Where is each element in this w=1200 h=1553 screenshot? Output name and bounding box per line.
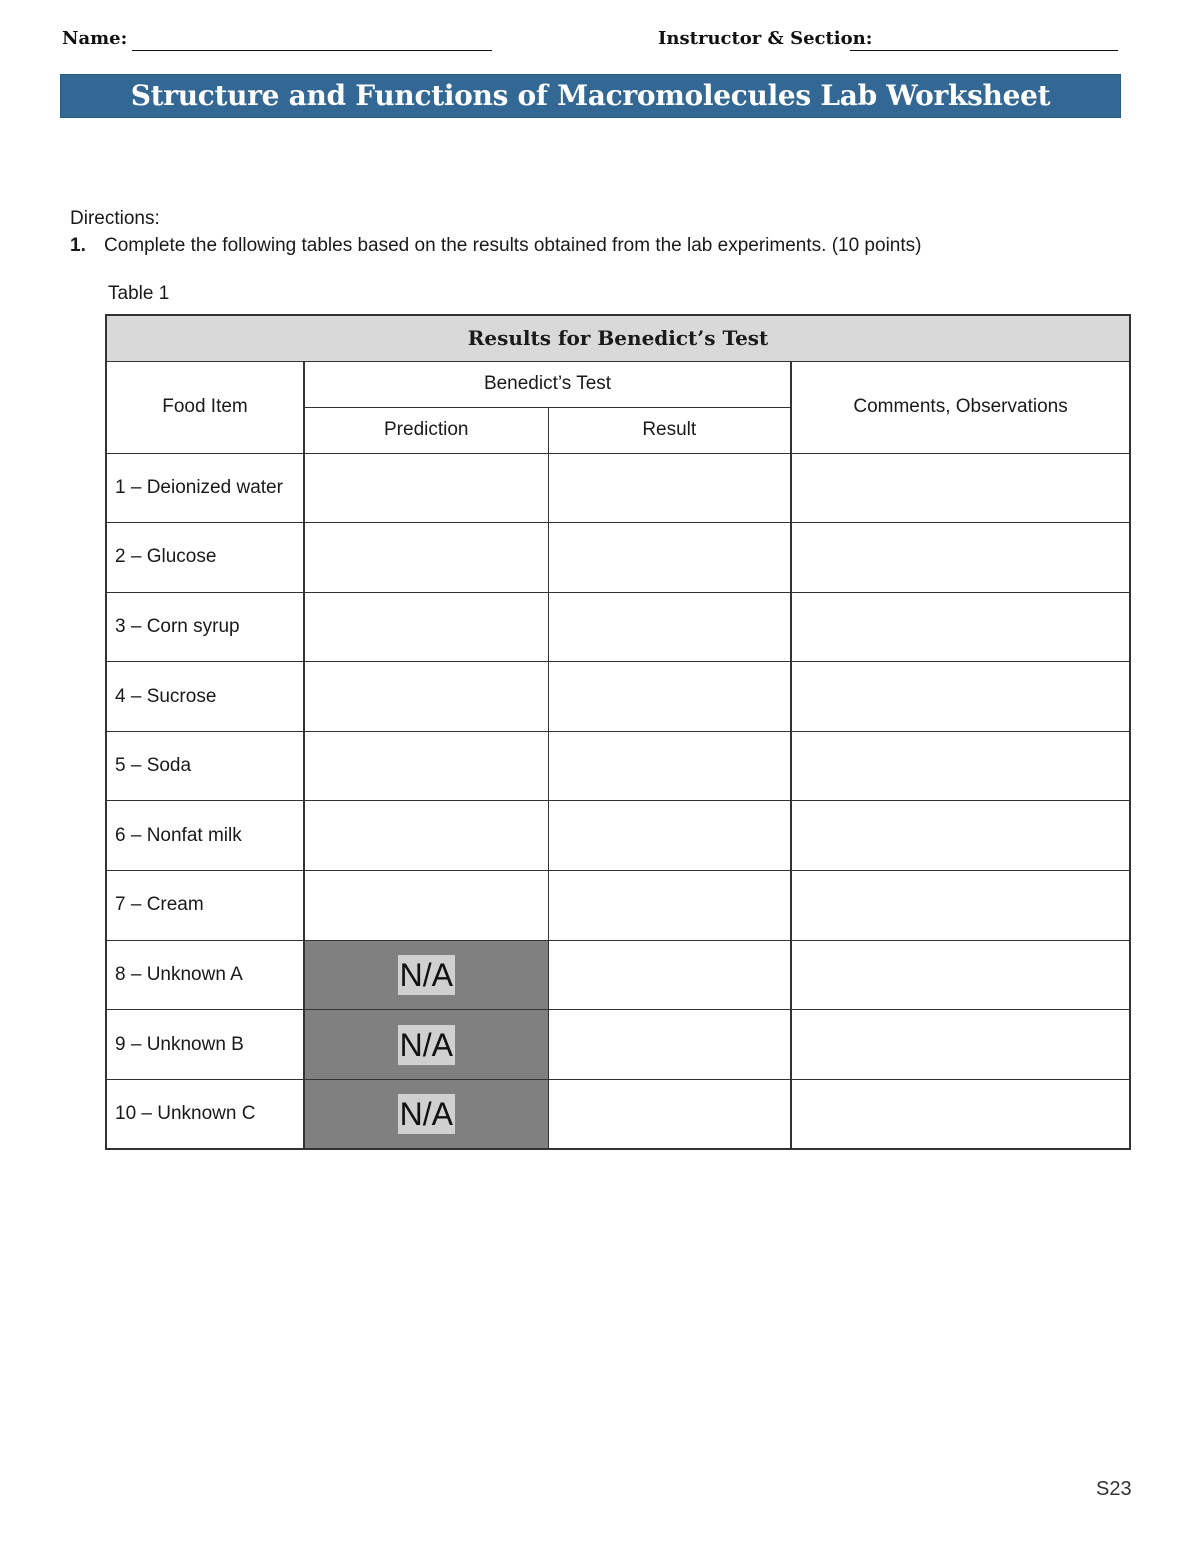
na-label: N/A xyxy=(399,956,453,993)
instructor-section-field xyxy=(658,28,872,49)
result-cell[interactable] xyxy=(548,940,791,1010)
direction-item xyxy=(70,235,921,257)
prediction-cell[interactable] xyxy=(304,871,548,941)
table-row xyxy=(106,1079,1130,1149)
comments-cell[interactable] xyxy=(791,523,1130,593)
result-cell[interactable] xyxy=(548,801,791,871)
prediction-cell[interactable] xyxy=(304,731,548,801)
version-code: S23 xyxy=(1096,1478,1132,1500)
comments-cell[interactable] xyxy=(791,592,1130,662)
na-label: N/A xyxy=(399,1095,453,1132)
result-cell[interactable] xyxy=(548,662,791,732)
header-food-item: Food Item xyxy=(106,361,304,453)
table-caption: Table 1 xyxy=(108,283,170,304)
prediction-cell[interactable] xyxy=(304,662,548,732)
table-title: Results for Benedict’s Test xyxy=(106,315,1130,361)
comments-cell[interactable] xyxy=(791,1010,1130,1080)
worksheet-title-banner: Structure and Functions of Macromolecules Lab Worksheet xyxy=(60,74,1121,118)
table-row xyxy=(106,940,1130,1010)
prediction-cell[interactable] xyxy=(304,453,548,523)
header-result: Result xyxy=(548,407,791,453)
food-item-cell: 1 – Deionized water xyxy=(106,453,304,523)
table-row xyxy=(106,453,1130,523)
food-item-cell: 8 – Unknown A xyxy=(106,940,304,1010)
header-comments: Comments, Observations xyxy=(791,361,1130,453)
direction-number: 1. xyxy=(70,235,86,256)
benedicts-results-table xyxy=(105,314,1131,1150)
comments-cell[interactable] xyxy=(791,871,1130,941)
food-item-cell: 9 – Unknown B xyxy=(106,1010,304,1080)
comments-cell[interactable] xyxy=(791,662,1130,732)
result-cell[interactable] xyxy=(548,1010,791,1080)
header-prediction: Prediction xyxy=(304,407,548,453)
result-cell[interactable] xyxy=(548,592,791,662)
result-cell[interactable] xyxy=(548,731,791,801)
result-cell[interactable] xyxy=(548,523,791,593)
food-item-cell: 5 – Soda xyxy=(106,731,304,801)
directions-label: Directions: xyxy=(70,208,160,229)
result-cell[interactable] xyxy=(548,871,791,941)
comments-cell[interactable] xyxy=(791,940,1130,1010)
prediction-cell[interactable] xyxy=(304,592,548,662)
food-item-cell: 10 – Unknown C xyxy=(106,1079,304,1149)
direction-text: Complete the following tables based on the results obtained from the lab experiments. (10 points) xyxy=(104,235,922,256)
name-field xyxy=(62,28,127,49)
comments-cell[interactable] xyxy=(791,453,1130,523)
prediction-cell[interactable] xyxy=(304,523,548,593)
table-row xyxy=(106,523,1130,593)
comments-cell[interactable] xyxy=(791,801,1130,871)
name-blank-line[interactable] xyxy=(132,50,492,51)
food-item-cell: 6 – Nonfat milk xyxy=(106,801,304,871)
food-item-cell: 4 – Sucrose xyxy=(106,662,304,732)
prediction-cell[interactable] xyxy=(304,801,548,871)
table-row xyxy=(106,871,1130,941)
result-cell[interactable] xyxy=(548,1079,791,1149)
comments-cell[interactable] xyxy=(791,1079,1130,1149)
table-row xyxy=(106,592,1130,662)
result-cell[interactable] xyxy=(548,453,791,523)
name-label: Name: xyxy=(62,28,128,49)
prediction-na-cell xyxy=(304,1010,548,1080)
table-row xyxy=(106,662,1130,732)
instructor-section-label: Instructor & Section: xyxy=(658,28,873,49)
food-item-cell: 2 – Glucose xyxy=(106,523,304,593)
prediction-na-cell xyxy=(304,1079,548,1149)
na-label: N/A xyxy=(399,1026,453,1063)
food-item-cell: 7 – Cream xyxy=(106,871,304,941)
header-benedicts-test: Benedict’s Test xyxy=(304,361,791,407)
table-row xyxy=(106,731,1130,801)
prediction-na-cell xyxy=(304,940,548,1010)
comments-cell[interactable] xyxy=(791,731,1130,801)
table-row xyxy=(106,1010,1130,1080)
table-row xyxy=(106,801,1130,871)
instructor-section-blank-line[interactable] xyxy=(850,50,1118,51)
food-item-cell: 3 – Corn syrup xyxy=(106,592,304,662)
